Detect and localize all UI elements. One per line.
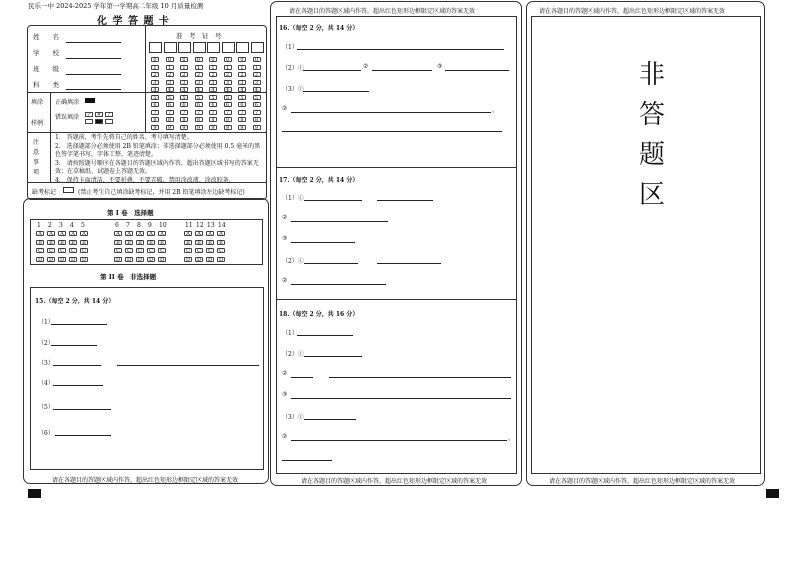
alignment-marker-right <box>766 489 779 498</box>
exam-id-bubble[interactable]: 4 <box>209 87 217 92</box>
exam-id-bubble[interactable]: 3 <box>224 80 232 85</box>
mc-option-bubble[interactable]: B <box>80 240 88 245</box>
q15-line-2: （2） <box>38 340 54 347</box>
mc-question-number: 1 <box>37 222 41 229</box>
mc-question-number: 10 <box>159 222 167 229</box>
notice-item: 3. 请按照题号顺序在各题目的答题区域内作答，超出答题区域书写的答案无效；在草稿纸、试题卷上答题无效。 <box>55 159 259 175</box>
mc-option-bubble[interactable]: D <box>137 256 142 263</box>
q18-answer-3b[interactable] <box>329 377 511 378</box>
name-label: 姓 名 <box>33 33 59 41</box>
q16-title: 16.（每空 2 分，共 14 分） <box>279 25 359 32</box>
exam-id-bubble[interactable]: 8 <box>253 117 261 122</box>
mc-option-bubble[interactable]: A <box>136 231 144 236</box>
mc-option-bubble[interactable]: B <box>195 240 203 245</box>
exam-id-bubble[interactable]: 1 <box>224 65 232 70</box>
exam-id-bubble[interactable]: 9 <box>238 125 246 130</box>
right-warning-bottom: 请在各题目的答题区域内作答，超出红色矩形边框限定区域的答案无效 <box>549 478 736 485</box>
middle-warning-top: 请在各题目的答题区域内作答，超出红色矩形边框限定区域的答案无效 <box>289 8 476 15</box>
q18-answer-3a[interactable] <box>291 377 313 378</box>
mc-question-number: 4 <box>70 222 74 229</box>
right-warning-top: 请在各题目的答题区域内作答，超出红色矩形边框限定区域的答案无效 <box>539 8 726 15</box>
exam-id-bubble[interactable]: 5 <box>224 95 232 100</box>
exam-id-digit-box[interactable] <box>251 42 264 53</box>
exam-id-bubble[interactable]: 2 <box>195 72 203 77</box>
mc-option-bubble[interactable]: B <box>125 240 133 245</box>
class-label: 班 级 <box>33 65 59 73</box>
q18-answer-7[interactable] <box>282 460 332 461</box>
exam-id-digit-box[interactable] <box>149 42 162 53</box>
exam-id-bubble[interactable]: 9 <box>195 125 203 130</box>
q16-line-1: （1） <box>282 44 298 51</box>
q15-answer-3a[interactable] <box>53 365 101 366</box>
mc-option-bubble[interactable]: D <box>126 256 131 263</box>
q18-title: 18.（每空 2 分，共 16 分） <box>279 311 359 318</box>
exam-id-bubble[interactable]: 6 <box>253 102 261 107</box>
q18-line-5: （3）① <box>282 414 304 421</box>
q15-answer-5[interactable] <box>53 409 111 410</box>
exam-id-bubble[interactable]: 7 <box>180 110 188 115</box>
mc-option-bubble[interactable]: D <box>185 256 190 263</box>
q17-line-1: （1）① <box>282 195 304 202</box>
mc-option-bubble[interactable]: D <box>37 256 42 263</box>
mc-option-bubble[interactable]: C <box>125 248 133 253</box>
exam-id-bubble[interactable]: 5 <box>253 95 261 100</box>
q16-line-4-end: 。 <box>492 107 499 114</box>
name-field[interactable] <box>66 42 121 43</box>
exam-id-bubble[interactable]: 6 <box>224 102 232 107</box>
mc-option-bubble[interactable]: A <box>158 231 166 236</box>
exam-id-bubble[interactable]: 5 <box>195 95 203 100</box>
q17-answer-2[interactable] <box>291 221 388 222</box>
mc-option-bubble[interactable]: A <box>184 231 192 236</box>
exam-id-bubble[interactable]: 3 <box>253 80 261 85</box>
notice-item: 2. 选择题部分必须使用 2B 铅笔填涂；非选择题部分必须使用 0.5 毫米的黑色签字笔书写，字体工整、笔迹清楚。 <box>55 142 261 158</box>
exam-id-bubble[interactable]: 8 <box>166 117 174 122</box>
mc-option-bubble[interactable]: C <box>114 248 122 253</box>
absent-note: (禁止考生自己填涂缺考标记，并用 2B 铅笔填涂左边缺考标记) <box>78 189 245 196</box>
mc-option-bubble[interactable]: A <box>195 231 203 236</box>
q16-answer-1[interactable] <box>297 49 504 50</box>
non-answer-box <box>531 16 761 474</box>
exam-id-digit-box[interactable] <box>178 42 191 53</box>
non-answer-char-2: 答 <box>638 100 665 130</box>
correct-fill-mark <box>85 98 95 103</box>
q17-answer-1b[interactable] <box>377 200 433 201</box>
mc-option-bubble[interactable]: A <box>36 231 44 236</box>
q18-line-6-end: 。 <box>508 435 515 442</box>
mc-option-bubble[interactable]: B <box>69 240 77 245</box>
mc-question-number: 5 <box>81 222 85 229</box>
mc-option-bubble[interactable]: C <box>184 248 192 253</box>
exam-id-bubble[interactable]: 9 <box>151 125 159 130</box>
notice-list <box>55 134 263 185</box>
mc-option-bubble[interactable]: B <box>114 240 122 245</box>
exam-id-bubble[interactable]: 0 <box>195 57 203 62</box>
q18-answer-4[interactable] <box>291 398 511 399</box>
mc-option-bubble[interactable]: A <box>80 231 88 236</box>
exam-id-bubble[interactable]: 5 <box>151 95 159 100</box>
info-panel <box>27 25 267 200</box>
q16-line-2a: （2）① <box>282 65 304 72</box>
q16-line-3: （3）① <box>282 86 304 93</box>
mc-option-bubble[interactable]: B <box>206 240 214 245</box>
exam-id-digit-box[interactable] <box>236 42 249 53</box>
mc-option-bubble[interactable]: D <box>159 256 164 263</box>
wrong-fill-slash-icon: / <box>105 112 113 117</box>
q18-line-2: （2）① <box>282 351 304 358</box>
mc-option-bubble[interactable]: B <box>217 240 225 245</box>
alignment-marker-left <box>28 489 41 498</box>
exam-id-bubble[interactable]: 0 <box>224 57 232 62</box>
exam-id-bubble[interactable]: 2 <box>253 72 261 77</box>
exam-id-digit-box[interactable] <box>193 42 206 53</box>
section1-title: 第 I 卷 选择题 <box>107 209 154 217</box>
q17-line-4: （2）① <box>282 258 304 265</box>
exam-id-bubble[interactable]: 2 <box>209 72 217 77</box>
exam-id-bubble[interactable]: 7 <box>209 110 217 115</box>
mc-option-bubble[interactable]: A <box>69 231 77 236</box>
exam-id-bubble[interactable]: 9 <box>180 125 188 130</box>
mc-option-bubble[interactable]: C <box>158 248 166 253</box>
mc-option-bubble[interactable]: B <box>147 240 155 245</box>
exam-id-digit-box[interactable] <box>164 42 177 53</box>
exam-id-bubble[interactable]: 1 <box>151 65 159 70</box>
wrong-fill-label: 错误填涂 <box>55 114 80 121</box>
exam-id-bubble[interactable]: 1 <box>209 65 217 70</box>
q17-line-3: ③ <box>282 235 288 242</box>
q16-line-4: ② <box>282 105 288 112</box>
mc-option-bubble[interactable]: B <box>58 240 66 245</box>
mc-grid <box>30 219 263 265</box>
mc-option-bubble[interactable]: D <box>196 256 201 263</box>
mc-option-bubble[interactable]: C <box>69 248 77 253</box>
school-label: 学 校 <box>33 49 59 57</box>
exam-id-digit-box[interactable] <box>207 42 220 53</box>
mc-option-bubble[interactable]: D <box>115 256 120 263</box>
left-answer-panel <box>23 198 269 484</box>
q18-line-6: ② <box>282 433 288 440</box>
exam-id-bubble[interactable]: 6 <box>180 102 188 107</box>
mc-option-bubble[interactable]: A <box>58 231 66 236</box>
exam-id-bubble[interactable]: 3 <box>151 80 159 85</box>
exam-id-bubble[interactable]: 5 <box>180 95 188 100</box>
mc-question-number: 7 <box>126 222 130 229</box>
exam-id-bubble[interactable]: 7 <box>195 110 203 115</box>
mc-question-number: 3 <box>59 222 63 229</box>
mc-option-bubble[interactable]: C <box>136 248 144 253</box>
exam-id-bubble[interactable]: 3 <box>180 80 188 85</box>
mc-question-number: 6 <box>115 222 119 229</box>
q17-answer-4a[interactable] <box>304 263 358 264</box>
non-answer-char-4: 区 <box>638 180 665 210</box>
exam-id-bubble[interactable]: 7 <box>166 110 174 115</box>
absent-label: 缺考标记 <box>32 189 57 196</box>
middle-panel <box>270 1 522 486</box>
exam-id-title: 准 考 证 号 <box>176 32 222 40</box>
q16-line-2c: ③ <box>437 63 443 70</box>
section2-title: 第 II 卷 非选择题 <box>100 273 157 281</box>
mc-option-bubble[interactable]: C <box>47 248 55 253</box>
q16-answer-2c[interactable] <box>445 70 509 71</box>
exam-id-bubble[interactable]: 3 <box>195 80 203 85</box>
exam-id-bubble[interactable]: 5 <box>238 95 246 100</box>
exam-id-bubble[interactable]: 6 <box>209 102 217 107</box>
exam-id-bubble[interactable]: 1 <box>253 65 261 70</box>
q16-answer-2a[interactable] <box>303 70 361 71</box>
exam-id-bubble[interactable]: 1 <box>238 65 246 70</box>
exam-id-bubble[interactable]: 8 <box>238 117 246 122</box>
q15-answer-3b[interactable] <box>117 365 259 366</box>
mc-option-bubble[interactable]: B <box>36 240 44 245</box>
school-title: 民乐一中 2024-2025 学年第一学期高二年级 10 月质量检测 <box>28 2 204 10</box>
exam-id-digit-box[interactable] <box>222 42 235 53</box>
q16-answer-5[interactable] <box>282 131 502 132</box>
q15-line-1: （1） <box>38 319 54 326</box>
q18-answer-2[interactable] <box>304 356 362 357</box>
exam-id-bubble[interactable]: 4 <box>238 87 246 92</box>
exam-id-bubble[interactable]: 6 <box>166 102 174 107</box>
exam-id-bubble[interactable]: 9 <box>253 125 261 130</box>
mc-option-bubble[interactable]: A <box>125 231 133 236</box>
q15-box <box>30 287 264 470</box>
mc-option-bubble[interactable]: D <box>70 256 75 263</box>
q15-line-6: （6） <box>38 430 54 437</box>
q17-line-2: ② <box>282 214 288 221</box>
exam-id-bubble[interactable]: 4 <box>151 87 159 92</box>
exam-id-bubble[interactable]: 2 <box>151 72 159 77</box>
mc-question-number: 2 <box>48 222 52 229</box>
q18-line-1: （1） <box>282 330 298 337</box>
q16-answer-2b[interactable] <box>372 70 432 71</box>
exam-id-bubble[interactable]: 9 <box>224 125 232 130</box>
mc-option-bubble[interactable]: A <box>147 231 155 236</box>
q15-answer-6[interactable] <box>55 435 111 436</box>
school-field[interactable] <box>66 58 121 59</box>
mc-option-bubble[interactable]: D <box>59 256 64 263</box>
exam-id-bubble[interactable]: 7 <box>224 110 232 115</box>
wrong-fill-empty-icon <box>105 119 113 124</box>
q15-answer-4[interactable] <box>53 385 103 386</box>
mc-option-bubble[interactable]: C <box>80 248 88 253</box>
wrong-fill-half-icon <box>85 119 93 124</box>
q17-answer-1a[interactable] <box>304 200 362 201</box>
non-answer-char-1: 非 <box>638 60 665 90</box>
non-answer-char-3: 题 <box>638 140 665 170</box>
exam-id-bubble[interactable]: 8 <box>209 117 217 122</box>
correct-fill-label: 正确填涂 <box>55 99 80 106</box>
absent-checkbox[interactable] <box>63 187 74 193</box>
mc-option-bubble[interactable]: A <box>206 231 214 236</box>
mc-option-bubble[interactable]: C <box>195 248 203 253</box>
mc-option-bubble[interactable]: D <box>81 256 86 263</box>
mc-question-number: 14 <box>218 222 226 229</box>
mc-question-number: 12 <box>196 222 204 229</box>
exam-id-bubble[interactable]: 0 <box>238 57 246 62</box>
exam-id-bubble[interactable]: 0 <box>151 57 159 62</box>
exam-id-bubble[interactable]: 8 <box>180 117 188 122</box>
exam-id-bubble[interactable]: 3 <box>238 80 246 85</box>
exam-id-bubble[interactable]: 6 <box>151 102 159 107</box>
mc-option-bubble[interactable]: A <box>217 231 225 236</box>
exam-id-bubble[interactable]: 0 <box>180 57 188 62</box>
mc-option-bubble[interactable]: D <box>207 256 212 263</box>
wrong-fill-check-icon: ✓ <box>86 112 92 118</box>
middle-warning-bottom: 请在各题目的答题区域内作答，超出红色矩形边框限定区域的答案无效 <box>301 478 488 485</box>
notice-label: 注意事项 <box>33 139 40 176</box>
class-field[interactable] <box>66 74 121 75</box>
q18-answer-5[interactable] <box>304 419 356 420</box>
exam-id-bubble[interactable]: 8 <box>224 117 232 122</box>
q15-title: 15.（每空 2 分，共 14 分） <box>35 298 115 305</box>
exam-id-bubble[interactable]: 9 <box>209 125 217 130</box>
q16-answer-4[interactable] <box>291 112 491 113</box>
mc-option-bubble[interactable]: A <box>114 231 122 236</box>
exam-id-bubble[interactable]: 1 <box>195 65 203 70</box>
subject-field[interactable] <box>66 89 121 90</box>
mc-option-bubble[interactable]: C <box>147 248 155 253</box>
mc-option-bubble[interactable]: C <box>36 248 44 253</box>
left-warning: 请在各题目的答题区域内作答，超出红色矩形边框限定区域的答案无效 <box>52 477 239 484</box>
q16-line-2b: ② <box>363 63 369 70</box>
subject-label: 科 类 <box>33 81 59 89</box>
q15-line-4: （4） <box>38 380 54 387</box>
q17-answer-4b[interactable] <box>377 263 441 264</box>
card-title: 化 学 答 题 卡 <box>97 16 170 27</box>
mc-option-bubble[interactable]: D <box>148 256 153 263</box>
q18-line-4: ③ <box>282 391 288 398</box>
mc-option-bubble[interactable]: C <box>206 248 214 253</box>
wrong-fill-cross-icon: ✕ <box>96 112 102 118</box>
mc-option-bubble[interactable]: D <box>48 256 53 263</box>
mc-question-number: 9 <box>148 222 152 229</box>
wrong-fill-full-icon <box>95 119 103 124</box>
notice-item: 4. 保持卡面清洁，不要折叠、不要弄破、禁用涂改液、涂改胶条。 <box>55 176 235 184</box>
exam-id-bubble[interactable]: 7 <box>238 110 246 115</box>
q17-title: 17.（每空 2 分，共 14 分） <box>279 177 359 184</box>
exam-id-bubble[interactable]: 4 <box>224 87 232 92</box>
right-panel <box>526 1 765 486</box>
middle-answer-box <box>276 16 517 474</box>
exam-id-bubble[interactable]: 9 <box>166 125 174 130</box>
mc-option-bubble[interactable]: B <box>47 240 55 245</box>
q18-answer-6[interactable] <box>291 440 507 441</box>
exam-id-bubble[interactable]: 4 <box>253 87 261 92</box>
exam-id-bubble[interactable]: 8 <box>151 117 159 122</box>
q17-answer-5[interactable] <box>291 284 386 285</box>
exam-id-bubble[interactable]: 4 <box>195 87 203 92</box>
exam-id-bubble[interactable]: 2 <box>166 72 174 77</box>
exam-id-bubble[interactable]: 0 <box>166 57 174 62</box>
q18-line-3: ② <box>282 370 288 377</box>
q18-answer-1[interactable] <box>297 335 353 336</box>
notice-item: 1. 答题前，考生先将自己的姓名、考号填写清楚。 <box>55 134 193 141</box>
exam-id-bubble[interactable]: 7 <box>151 110 159 115</box>
exam-id-bubble[interactable]: 5 <box>209 95 217 100</box>
exam-id-bubble[interactable]: 1 <box>166 65 174 70</box>
mc-option-bubble[interactable]: B <box>184 240 192 245</box>
exam-id-bubble[interactable]: 4 <box>166 87 174 92</box>
q17-answer-3[interactable] <box>291 242 355 243</box>
exam-id-bubble[interactable]: 0 <box>209 57 217 62</box>
exam-id-bubble[interactable]: 0 <box>253 57 261 62</box>
q15-answer-2[interactable] <box>51 345 97 346</box>
exam-id-bubble[interactable]: 1 <box>180 65 188 70</box>
q15-line-5: （5） <box>38 404 54 411</box>
q17-line-5: ② <box>282 277 288 284</box>
exam-id-bubble[interactable]: 2 <box>238 72 246 77</box>
exam-id-bubble[interactable]: 3 <box>166 80 174 85</box>
exam-id-bubble[interactable]: 2 <box>224 72 232 77</box>
mc-option-bubble[interactable]: D <box>218 256 223 263</box>
mc-question-number: 8 <box>137 222 141 229</box>
exam-id-bubble[interactable]: 3 <box>209 80 217 85</box>
mc-option-bubble[interactable]: B <box>158 240 166 245</box>
exam-id-bubble[interactable]: 4 <box>180 87 188 92</box>
mc-option-bubble[interactable]: B <box>136 240 144 245</box>
exam-id-bubble[interactable]: 8 <box>195 117 203 122</box>
q15-line-3: （3） <box>38 360 54 367</box>
q16-answer-3[interactable] <box>303 91 369 92</box>
fill-example-label-bottom: 样例 <box>31 120 44 127</box>
q15-answer-1[interactable] <box>51 324 107 325</box>
exam-id-bubble[interactable]: 6 <box>238 102 246 107</box>
exam-id-bubble[interactable]: 2 <box>180 72 188 77</box>
mc-option-bubble[interactable]: C <box>58 248 66 253</box>
mc-option-bubble[interactable]: A <box>47 231 55 236</box>
mc-option-bubble[interactable]: C <box>217 248 225 253</box>
mc-question-number: 13 <box>207 222 215 229</box>
fill-example-label-top: 填涂 <box>31 99 44 106</box>
exam-id-bubble[interactable]: 6 <box>195 102 203 107</box>
exam-id-bubble[interactable]: 7 <box>253 110 261 115</box>
mc-question-number: 11 <box>185 222 193 229</box>
exam-id-bubble[interactable]: 5 <box>166 95 174 100</box>
